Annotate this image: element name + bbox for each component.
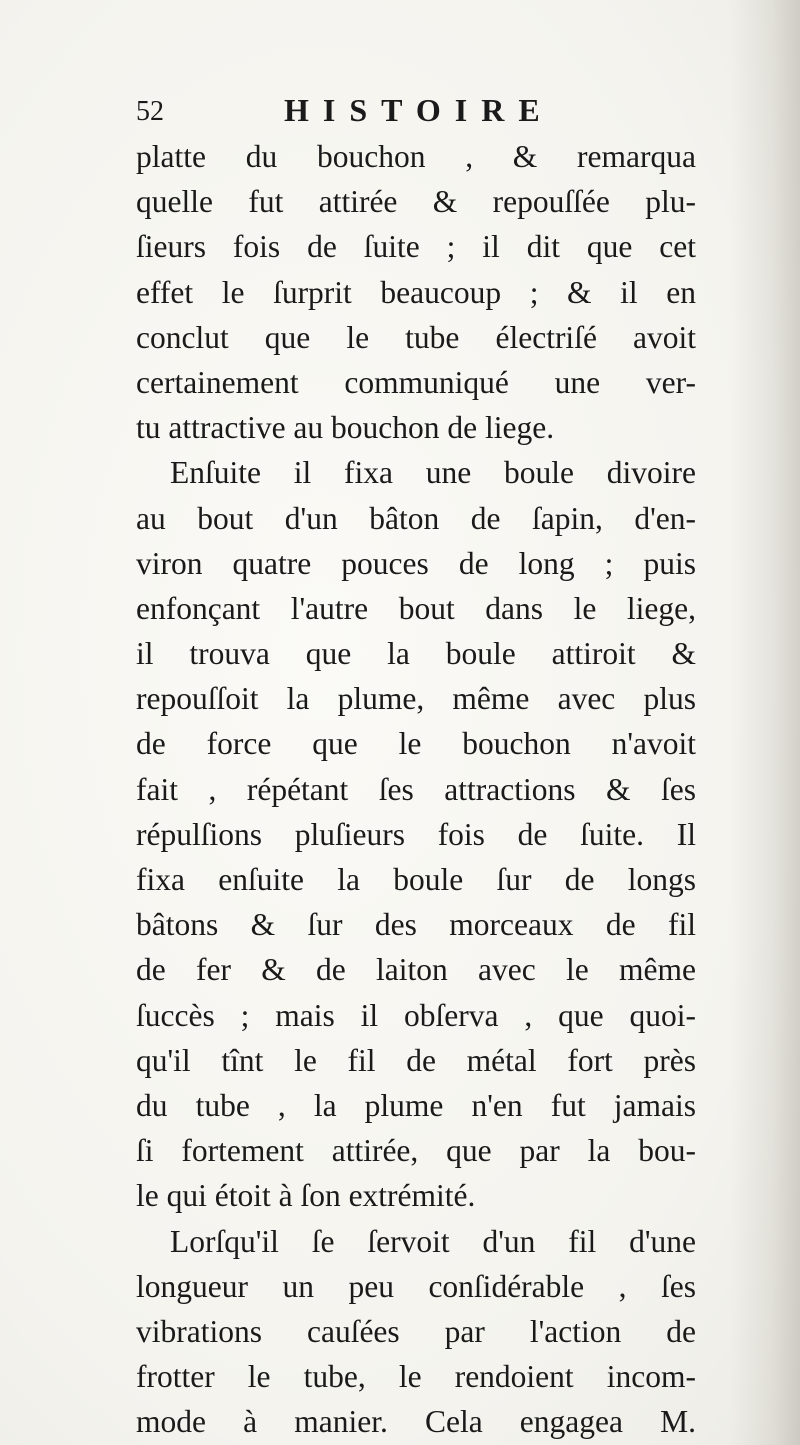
text-line: mode à manier. Cela engagea M. [136,1404,696,1440]
text-line: effet le ſurprit beaucoup ; & il en [136,274,696,310]
body-text [136,134,696,1444]
text-line: le qui étoit à ſon extrémité. [136,1178,476,1214]
text-line: fait , répétant ſes attractions & ſes [136,771,696,807]
text-line: vibrations cauſées par l'action de [136,1313,696,1349]
text-line: ſuccès ; mais il obſerva , que quoi- [136,997,696,1033]
text-line: il trouva que la boule attiroit & [136,636,696,672]
text-line: platte du bouchon , & remarqua [136,139,696,174]
page-number: 52 [136,96,164,127]
text-line: du tube , la plume n'en fut jamais [136,1087,696,1123]
text-line: certainement communiqué une ver- [136,364,696,400]
text-line: ſieurs fois de ſuite ; il dit que cet [136,229,696,265]
text-line: enfonçant l'autre bout dans le liege, [136,590,696,626]
text-line: de force que le bouchon n'avoit [136,726,696,762]
text-line: viron quatre pouces de long ; puis [136,545,696,581]
text-line: conclut que le tube électriſé avoit [136,319,696,355]
text-line: Lorſqu'il ſe ſervoit d'un fil d'une [170,1223,696,1259]
running-title: HISTOIRE [284,92,554,128]
text-line: qu'il tînt le fil de métal fort près [136,1042,696,1078]
text-line: longueur un peu conſidérable , ſes [136,1268,696,1304]
text-line: au bout d'un bâton de ſapin, d'en- [136,500,696,536]
text-line: bâtons & ſur des morceaux de fil [136,907,696,943]
page-header [136,92,696,132]
text-line: de fer & de laiton avec le même [136,952,696,988]
text-line: tu attractive au bouchon de liege. [136,410,555,446]
text-line: Enſuite il fixa une boule divoire [170,455,696,491]
paragraph [136,134,696,450]
text-line: frotter le tube, le rendoient incom- [136,1359,696,1395]
text-line: fixa enſuite la boule ſur de longs [136,862,696,897]
paragraph [136,1219,696,1445]
text-line: quelle fut attirée & repouſſée plu- [136,184,696,220]
text-line: répulſions pluſieurs fois de ſuite. Il [136,816,696,852]
paragraph [136,450,696,1218]
text-line: repouſſoit la plume, même avec plus [136,681,696,717]
page-edge-shadow [730,0,800,1445]
text-line: ſi fortement attirée, que par la bou- [136,1133,696,1169]
